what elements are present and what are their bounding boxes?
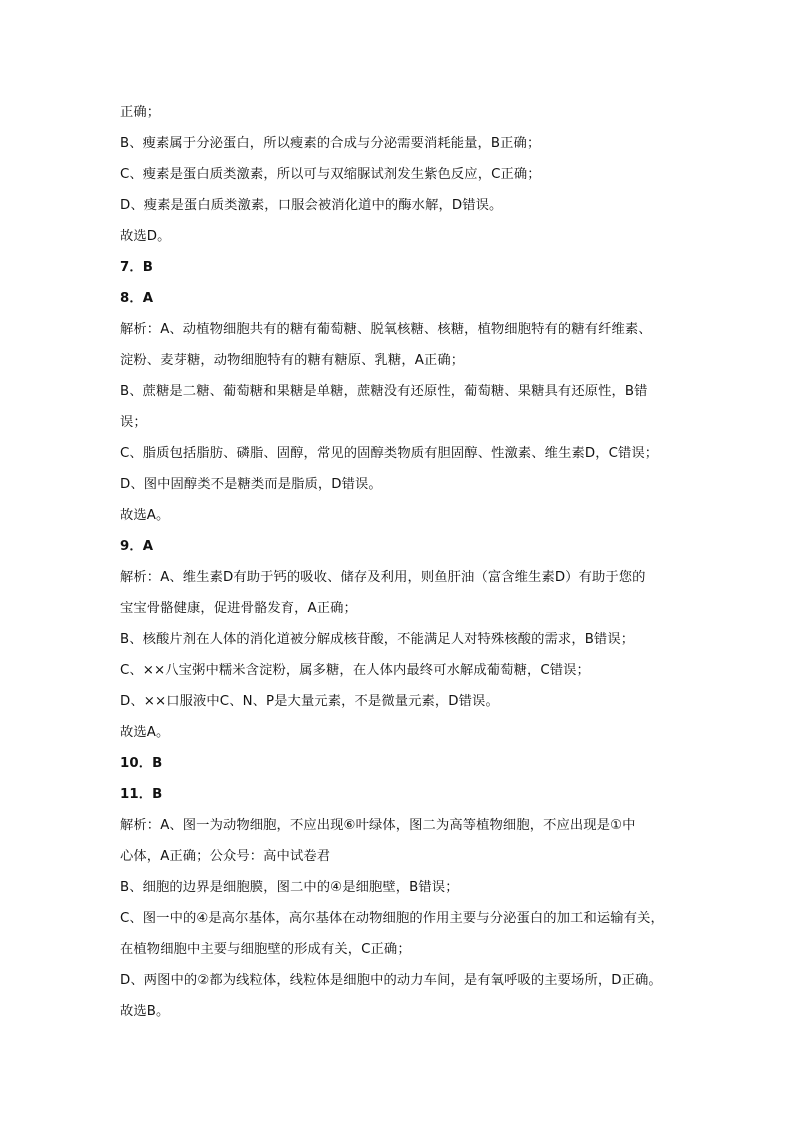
text-line: D、两图中的②都为线粒体，线粒体是细胞中的动力车间，是有氧呼吸的主要场所，D正确。 [120,973,662,988]
text-line: 故选B。 [120,1004,170,1019]
answer-number: 8．A [120,291,154,306]
answer-number: 7．B [120,260,153,275]
text-line: B、蔗糖是二糖、葡萄糖和果糖是单糖，蔗糖没有还原性，葡萄糖、果糖具有还原性，B错 [120,384,648,399]
text-line: C、××八宝粥中糯米含淀粉，属多糖，在人体内最终可水解成葡萄糖，C错误； [120,663,590,678]
text-line: D、图中固醇类不是糖类而是脂质，D错误。 [120,477,382,492]
text-line: 正确； [120,105,161,120]
text-line: 心体，A正确；公众号：高中试卷君 [120,849,331,864]
text-line: B、核酸片剂在人体的消化道被分解成核苷酸，不能满足人对特殊核酸的需求，B错误； [120,632,635,647]
text-line: B、细胞的边界是细胞膜，图二中的④是细胞壁，B错误； [120,880,459,895]
text-line: D、××口服液中C、N、P是大量元素，不是微量元素，D错误。 [120,694,499,709]
text-line: B、瘦素属于分泌蛋白，所以瘦素的合成与分泌需要消耗能量，B正确； [120,136,541,151]
text-line: C、图一中的④是高尔基体，高尔基体在动物细胞的作用主要与分泌蛋白的加工和运输有关， [120,911,664,926]
text-line: D、瘦素是蛋白质类激素，口服会被消化道中的酶水解，D错误。 [120,198,503,213]
text-line: 在植物细胞中主要与细胞壁的形成有关，C正确； [120,942,411,957]
answer-number: 9．A [120,539,154,554]
text-line: 故选D。 [120,229,171,244]
answer-number: 11．B [120,787,163,802]
answer-number: 10．B [120,756,163,771]
text-line: 解析：A、动植物细胞共有的糖有葡萄糖、脱氧核糖、核糖，植物细胞特有的糖有纤维素、 [120,322,652,337]
text-line: 解析：A、维生素D有助于钙的吸收、储存及利用，则鱼肝油（富含维生素D）有助于您的 [120,570,646,585]
text-line: 误； [120,415,147,430]
text-line: 解析：A、图一为动物细胞，不应出现⑥叶绿体，图二为高等植物细胞，不应出现是①中 [120,818,636,833]
text-line: C、瘦素是蛋白质类激素，所以可与双缩脲试剂发生紫色反应，C正确； [120,167,541,182]
text-line: 淀粉、麦芽糖，动物细胞特有的糖有糖原、乳糖，A正确； [120,353,465,368]
text-line: 宝宝骨骼健康，促进骨骼发育，A正确； [120,601,357,616]
text-line: C、脂质包括脂肪、磷脂、固醇，常见的固醇类物质有胆固醇、性激素、维生素D，C错误； [120,446,659,461]
text-line: 故选A。 [120,725,170,740]
text-line: 故选A。 [120,508,170,523]
